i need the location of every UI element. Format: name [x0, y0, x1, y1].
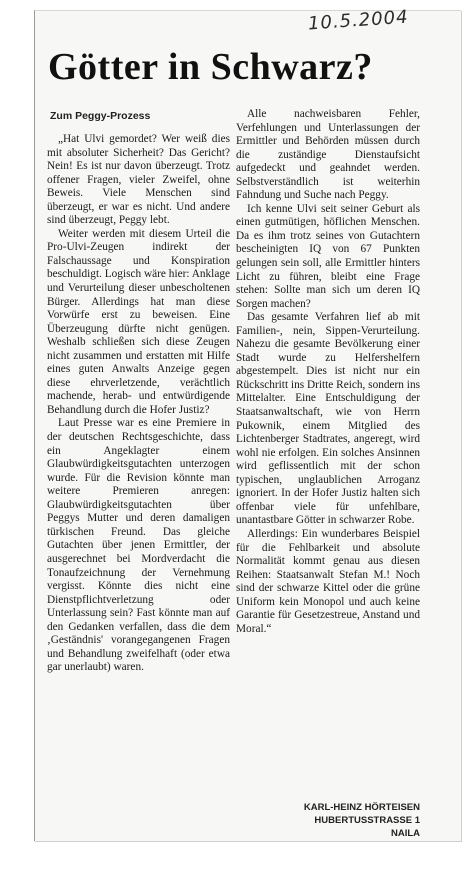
paragraph: Weiter werden mit diesem Urteil die Pro-Ulvi-Zeugen indirekt der Falschaussage und Konspiration beschuldigt. Logisch wäre hier: Anklage und Verurteilung dieser unbescholtenen Bürger. Allerdings hat man diese Vorwürfe erst zu beweisen. Eine Überzeugung dürfte nicht genügen. Weshalb schließen sich diese Zeugen nicht zusammen und erstatten mit Hilfe eines guten Anwalts Anzeige gegen diese ehrverletzende, verächtlich machende, herab- und entwürdigende Behandlung durch die Hofer Justiz?: [47, 227, 230, 416]
paragraph: Ich kenne Ulvi seit seiner Geburt als einen gutmütigen, höflichen Menschen. Da es ihm trotz seines von Gutachtern bescheinigten IQ von 67 Punkten gelungen sein soll, alle Ermittler hinters Licht zu führen, bleibt eine Frage stehen: Sollte man sich um deren IQ Sorgen machen?: [236, 202, 420, 310]
paragraph: Laut Presse war es eine Premiere in der deutschen Rechtsgeschichte, dass ein Angeklagter einem Glaubwürdigkeitsgutachten unterzogen wurde. Für die Revision könnte man weitere Premieren anregen: Glaubwürdigkeitsgutachten über Peggys Mutter und deren damaligen türkischen Freund. Das gleiche Gutachten über jenen Ermittler, der ausgerechnet bei Mordverdacht die Tonaufzeichnung der Vernehmung vergisst. Könnte dies nicht eine Dienstpflichtverletzung oder Unterlassung sein? Fast könnte man auf den Gedanken verfallen, dass die dem ‚Geständnis' vorangegangenen Fragen und Behandlung zweifelhaft (oder etwa gar unerlaubt) waren.: [47, 417, 230, 674]
article-headline: Götter in Schwarz?: [48, 46, 373, 88]
article-column-left: [47, 133, 230, 675]
author-street: HUBERTUSSTRASSE 1: [314, 815, 420, 826]
paragraph: Allerdings: Ein wunderbares Beispiel für die Fehlbarkeit und absolute Normalität kommt genau aus diesen Reihen: Staatsanwalt Stefan M.! Noch sind der schwarze Kittel oder die grüne Uniform kein Monopol und auch keine Garantie für Gesetzestreue, Anstand und Moral.“: [236, 527, 420, 635]
paragraph: Alle nachweisbaren Fehler, Verfehlungen und Unterlassungen der Ermittler und Behörden müssen durch die zuständige Dienstaufsicht aufgedeckt und geahndet werden. Selbstverständlich ist weiterhin Fahndung und Suche nach Peggy.: [236, 108, 420, 202]
article-subhead: Zum Peggy-Prozess: [50, 110, 151, 122]
handwritten-date: 10.5.2004: [307, 6, 410, 35]
author-city: NAILA: [390, 828, 420, 839]
article-column-right: [236, 108, 420, 636]
paragraph: Das gesamte Verfahren lief ab mit Familien-, nein, Sippen-Verurteilung. Nahezu die gesamte Bevölkerung einer Stadt wurde zu Helfershelfern abgestempelt. Dies ist nicht nur ein Rückschritt ins Dritte Reich, sondern ins Mittelalter. Eine Entschuldigung der Staatsanwaltschaft, wie von Herrn Pukownik, einem Mitglied des Lichtenberger Stadtrates, angeregt, wird wohl nie erfolgen. Ein solches Ansinnen wird geflissentlich mit der schon typischen, unglaublichen Arroganz ignoriert. In der Hofer Justiz halten sich offenbar viele für unfehlbare, unantastbare Götter in schwarzer Robe.: [236, 311, 420, 527]
paragraph: „Hat Ulvi gemordet? Wer weiß dies mit absoluter Sicherheit? Das Gericht? Nein! Es ist nur davon überzeugt. Trotz offener Fragen, vieler Zweifel, ohne Beweis. Viele Menschen sind überzeugt, er war es nicht. Und andere sind überzeugt, Peggy lebt.: [47, 133, 230, 227]
author-name: KARL-HEINZ HÖRTEISEN: [303, 802, 420, 813]
